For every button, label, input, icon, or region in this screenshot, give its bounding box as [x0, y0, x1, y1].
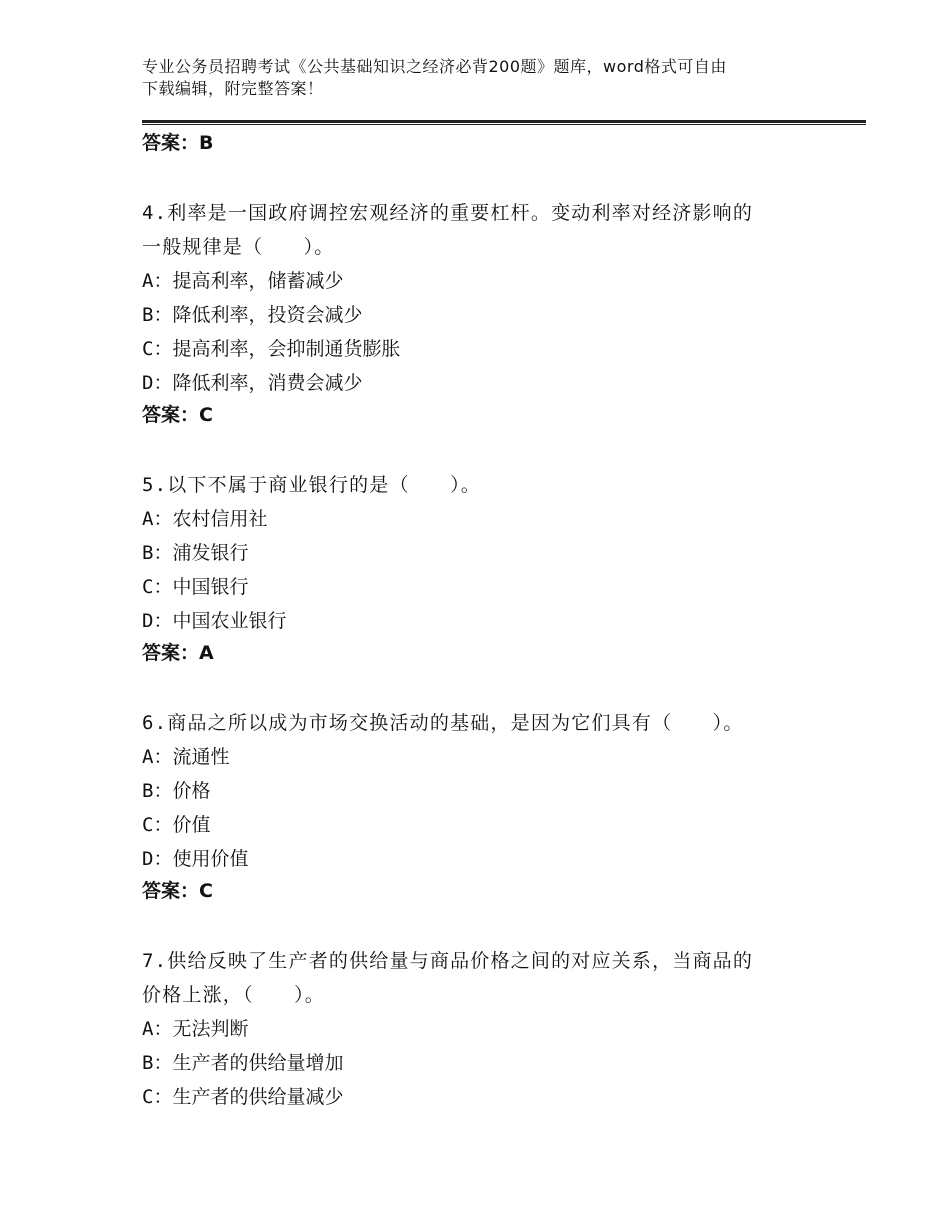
option-c: C：提高利率，会抑制通货膨胀 — [142, 338, 401, 360]
question-stem-line: 一般规律是（ ）。 — [142, 236, 335, 258]
answer-label: 答案：B — [142, 132, 214, 154]
option-c: C：价值 — [142, 814, 211, 836]
document-header — [142, 56, 842, 100]
question-stem-line: 6.商品之所以成为市场交换活动的基础，是因为它们具有（ ）。 — [142, 712, 744, 734]
answer-label: 答案：C — [142, 880, 213, 902]
option-d: D：使用价值 — [142, 848, 249, 870]
header-line-2: 下载编辑，附完整答案！ — [142, 79, 324, 98]
option-b: B：浦发银行 — [142, 542, 249, 564]
option-a: A：提高利率，储蓄减少 — [142, 270, 344, 292]
option-d: D：降低利率，消费会减少 — [142, 372, 363, 394]
option-a: A：农村信用社 — [142, 508, 268, 530]
question-stem-line: 价格上涨，（ ）。 — [142, 984, 326, 1006]
question-7 — [142, 944, 842, 1114]
option-a: A：无法判断 — [142, 1018, 249, 1040]
option-c: C：生产者的供给量减少 — [142, 1086, 344, 1108]
document-body — [142, 128, 842, 1114]
question-stem-line: 7.供给反映了生产者的供给量与商品价格之间的对应关系，当商品的 — [142, 950, 754, 972]
option-b: B：价格 — [142, 780, 211, 802]
answer-label: 答案：A — [142, 642, 214, 664]
header-divider — [142, 120, 866, 125]
option-c: C：中国银行 — [142, 576, 249, 598]
option-b: B：生产者的供给量增加 — [142, 1052, 344, 1074]
option-a: A：流通性 — [142, 746, 230, 768]
question-4 — [142, 196, 842, 430]
header-line-1: 专业公务员招聘考试《公共基础知识之经济必背200题》题库，word格式可自由 — [142, 57, 727, 76]
question-stem-line: 5.以下不属于商业银行的是（ ）。 — [142, 474, 481, 496]
question-5 — [142, 468, 842, 668]
option-d: D：中国农业银行 — [142, 610, 287, 632]
option-b: B：降低利率，投资会减少 — [142, 304, 363, 326]
answer-label: 答案：C — [142, 404, 213, 426]
question-6 — [142, 706, 842, 906]
question-stem-line: 4.利率是一国政府调控宏观经济的重要杠杆。变动利率对经济影响的 — [142, 202, 754, 224]
